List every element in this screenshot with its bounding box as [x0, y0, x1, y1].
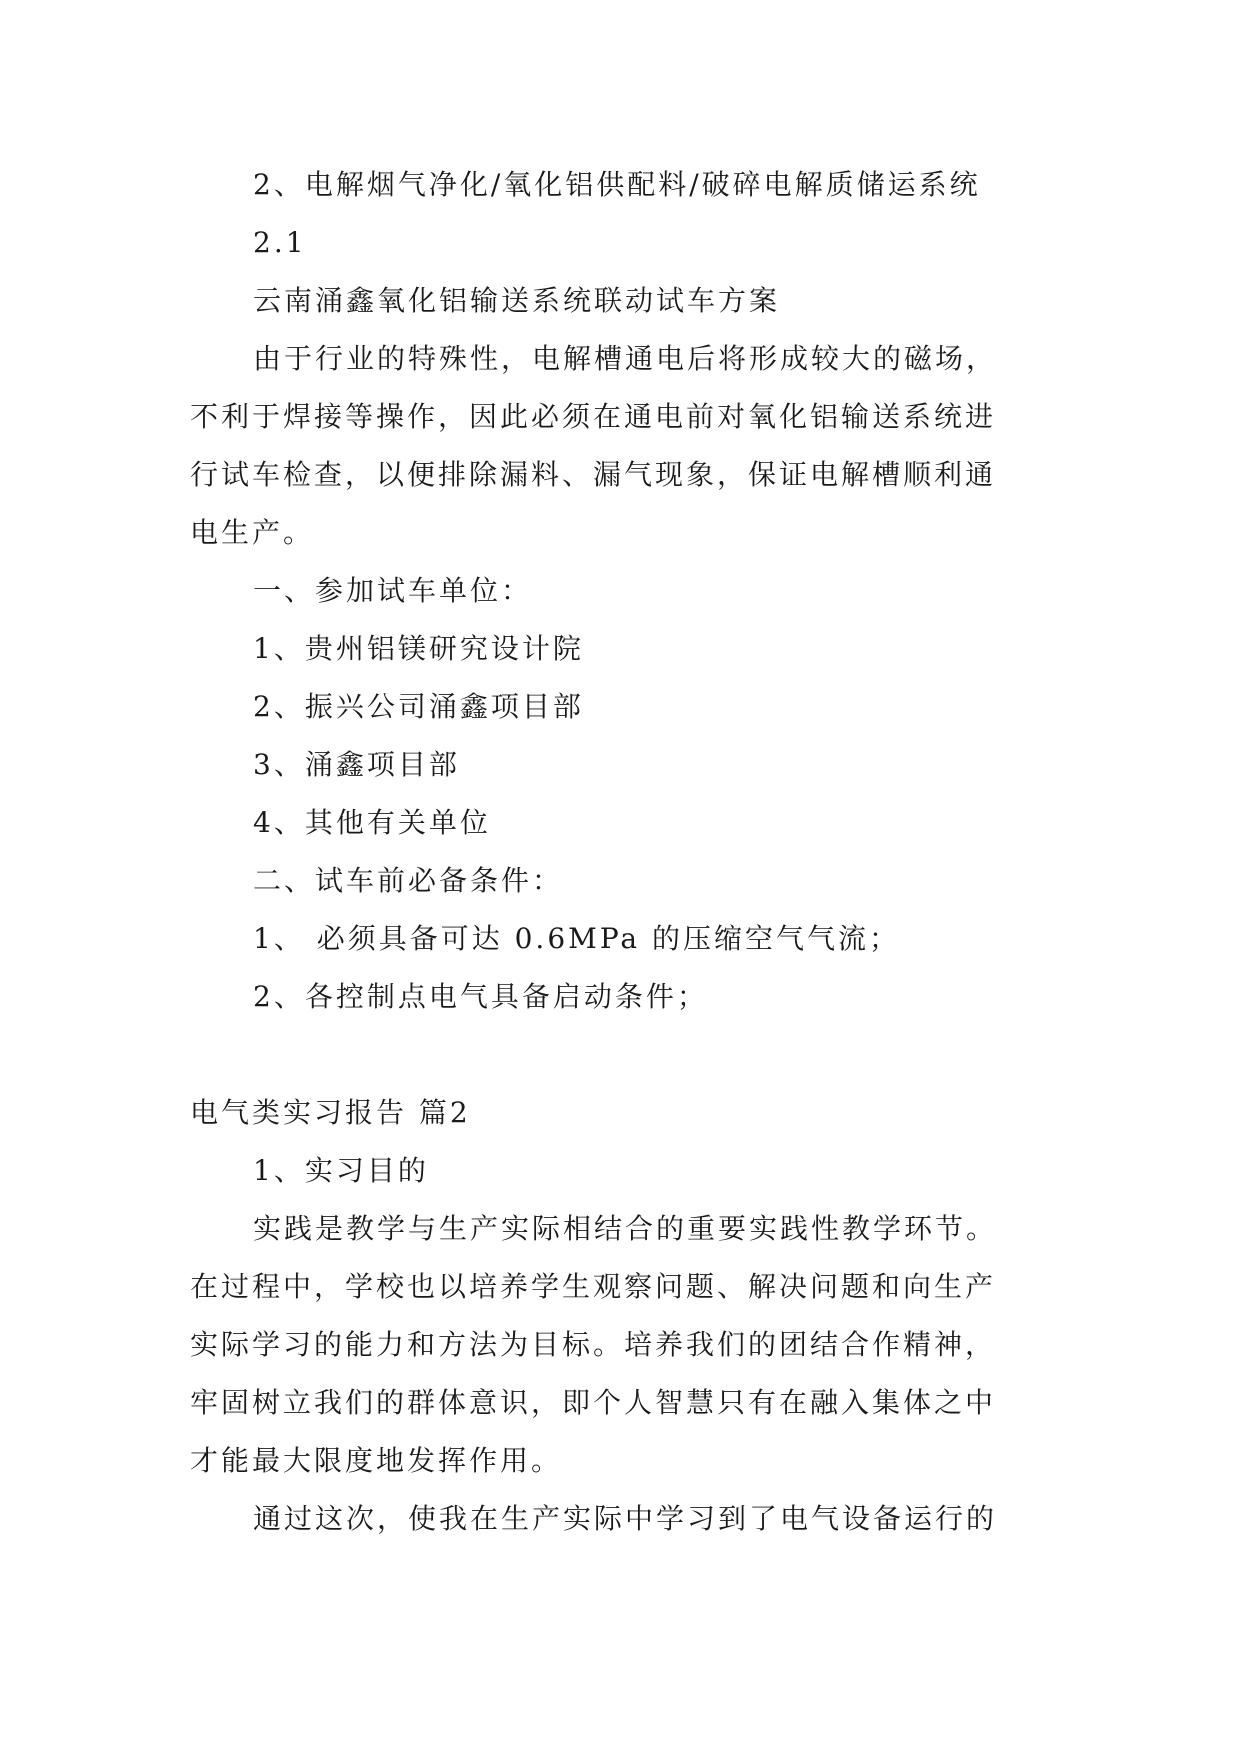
paragraph-line: 4、其他有关单位: [253, 806, 491, 839]
section-heading: 电气类实习报告 篇2: [190, 1096, 471, 1129]
paragraph-line: 1、贵州铝镁研究设计院: [253, 632, 584, 665]
paragraph-line: 实际学习的能力和方法为目标。培养我们的团结合作精神，: [190, 1328, 997, 1361]
paragraph-line: 电生产。: [190, 516, 315, 549]
paragraph-line: 2.1: [253, 226, 307, 259]
paragraph-line: 在过程中，学校也以培养学生观察问题、解决问题和向生产: [190, 1270, 997, 1303]
paragraph-line: 行试车检查，以便排除漏料、漏气现象，保证电解槽顺利通: [190, 458, 997, 491]
paragraph-line: 3、涌鑫项目部: [253, 748, 460, 781]
paragraph-line: 1、实习目的: [253, 1154, 429, 1187]
paragraph-line: 才能最大限度地发挥作用。: [190, 1444, 563, 1477]
paragraph-line: 1、 必须具备可达 0.6MPa 的压缩空气气流；: [253, 922, 900, 955]
paragraph-line: 通过这次，使我在生产实际中学习到了电气设备运行的: [253, 1502, 998, 1535]
paragraph-line: 云南涌鑫氧化铝输送系统联动试车方案: [253, 284, 781, 317]
paragraph-line: 2、电解烟气净化/氧化铝供配料/破碎电解质储运系统: [253, 168, 981, 201]
paragraph-line: 二、试车前必备条件：: [253, 864, 564, 897]
paragraph-line: 不利于焊接等操作，因此必须在通电前对氧化铝输送系统进: [190, 400, 997, 433]
paragraph-line: 一、参加试车单位：: [253, 574, 533, 607]
paragraph-line: 实践是教学与生产实际相结合的重要实践性教学环节。: [253, 1212, 998, 1245]
paragraph-line: 2、振兴公司涌鑫项目部: [253, 690, 584, 723]
paragraph-line: 2、各控制点电气具备启动条件；: [253, 980, 708, 1013]
paragraph-line: 牢固树立我们的群体意识，即个人智慧只有在融入集体之中: [190, 1386, 997, 1419]
paragraph-line: 由于行业的特殊性，电解槽通电后将形成较大的磁场，: [253, 342, 998, 375]
